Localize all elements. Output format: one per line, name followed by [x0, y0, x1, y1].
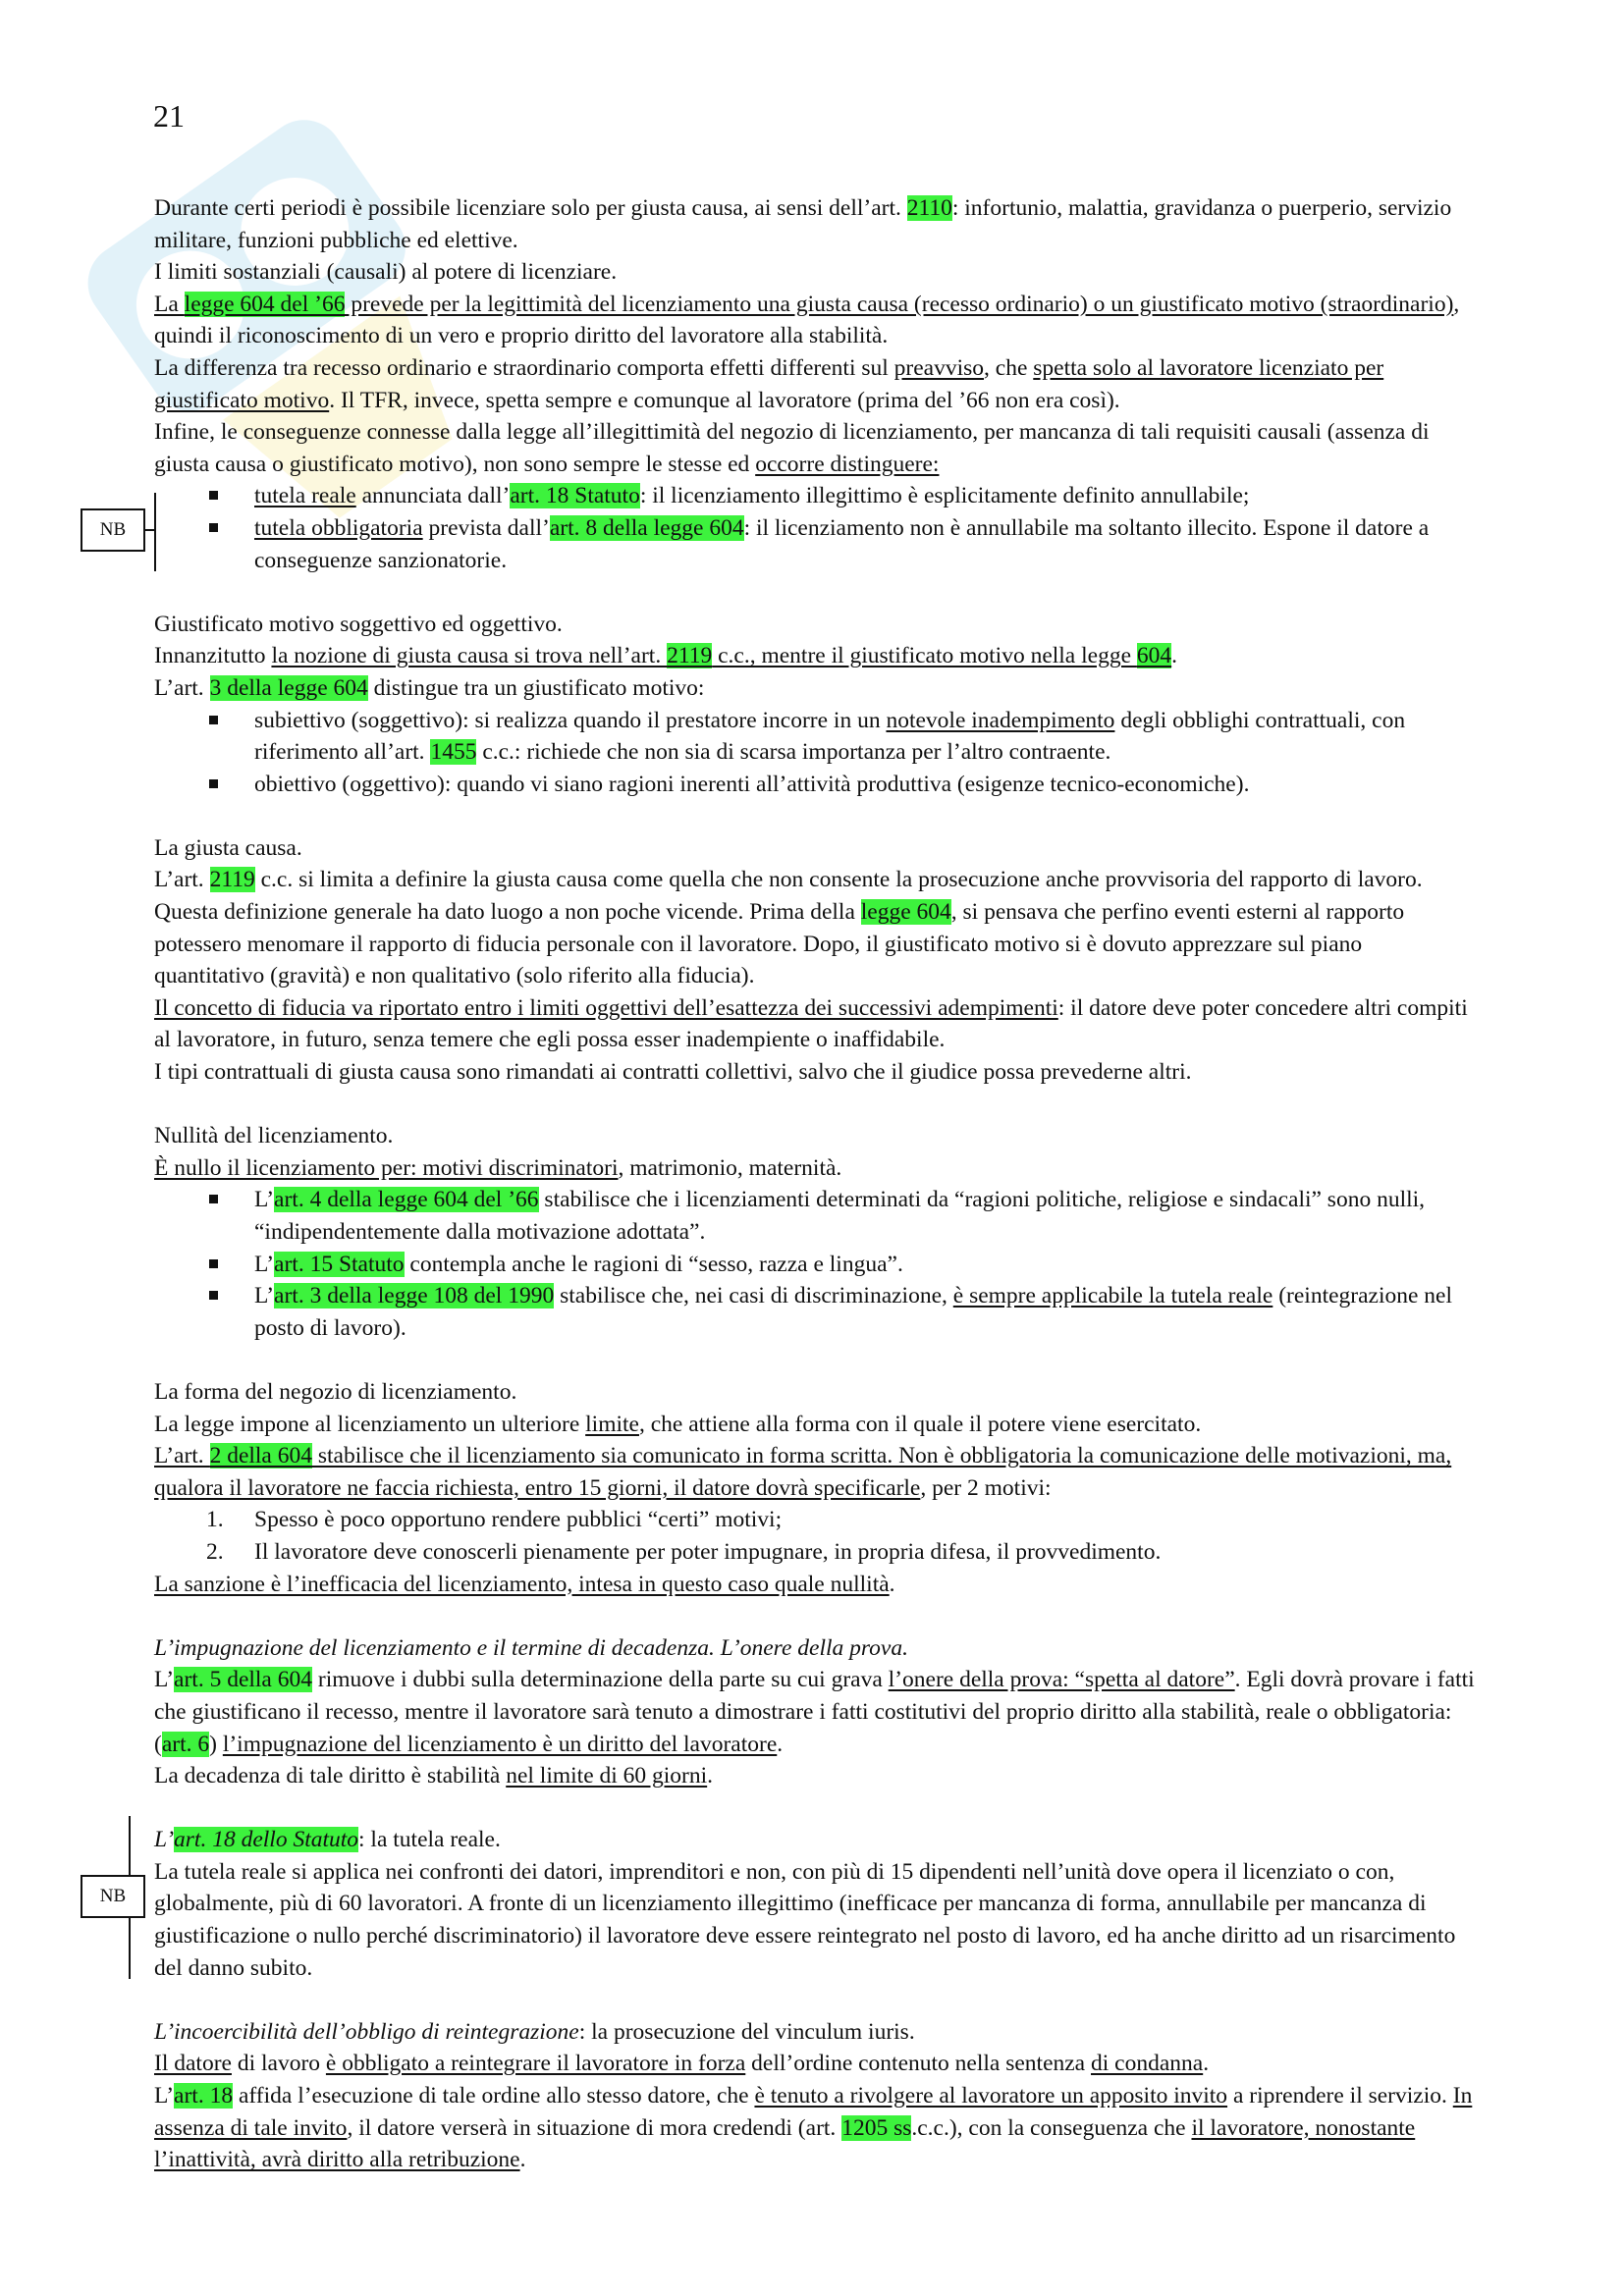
highlight: art. 6 — [161, 1731, 210, 1757]
list-item: tutela reale annunciata dall’art. 18 Statuto: il licenziamento illegittimo è esplicitamente definito annullabile; — [154, 480, 1475, 512]
section-title: Nullità del licenziamento. — [154, 1123, 394, 1149]
paragraph: L’art. 2119 c.c. si limita a definire la giusta causa come quella che non consente la prosecuzione anche provvisoria del rapporto di lavoro. Questa definizione generale ha dato luogo a non poche vicende. Prima della legge 604, si pensava che perfino eventi esterni al rapporto potessero menomare il rapporto di fiducia personale con il lavoratore. Dopo, il giustificato motivo si è dovuto apprezzare sul piano quantitativo (gravità) e non qualitativo (solo riferito alla fiducia). — [154, 867, 1423, 989]
document-body — [154, 192, 1475, 2176]
paragraph: La differenza tra recesso ordinario e straordinario comporta effetti differenti sul preavviso, che spetta solo al lavoratore licenziato per giustificato motivo. Il TFR, invece, spetta sempre e comunque al lavoratore (prima del ’66 non era così). — [154, 354, 1384, 413]
paragraph: L’art. 2 della 604 stabilisce che il licenziamento sia comunicato in forma scritta. Non è obbligatoria la comunicazione delle motivazioni, ma, qualora il lavoratore ne faccia richiesta, entro 15 giorni, il datore dovrà specificarle, per 2 motivi: — [154, 1443, 1452, 1501]
bullet-list — [154, 705, 1475, 801]
paragraph: Innanzitutto la nozione di giusta causa si trova nell’art. 2119 c.c., mentre il giustificato motivo nella legge 604. — [154, 643, 1178, 669]
paragraph: Il concetto di fiducia va riportato entro i limiti oggettivi dell’esattezza dei successivi adempimenti: il datore deve poter concedere altri compiti al lavoratore, in futuro, senza temere che egli possa esser inadempiente o inaffidabile. — [154, 994, 1468, 1053]
highlight: art. 3 della legge 108 del 1990 — [274, 1283, 555, 1309]
highlight: art. 18 dello Statuto — [174, 1827, 359, 1853]
section-title: L’art. 18 dello Statuto: la tutela reale. — [154, 1827, 501, 1853]
highlight: 3 della legge 604 — [209, 674, 368, 701]
list-item: tutela obbligatoria prevista dall’art. 8 della legge 604: il licenziamento non è annullabile ma soltanto illecito. Espone il datore a conseguenze sanzionatorie. — [154, 512, 1475, 576]
section-title: L’incoercibilità dell’obbligo di reintegrazione: la prosecuzione del vinculum iuris. — [154, 2018, 915, 2045]
list-item: L’art. 3 della legge 108 del 1990 stabilisce che, nei casi di discriminazione, è sempre applicabile la tutela reale (reintegrazione nel posto di lavoro). — [154, 1280, 1475, 1344]
nb-marker-1: NB — [81, 508, 145, 552]
highlight: art. 15 Statuto — [274, 1251, 405, 1277]
highlight: art. 4 della legge 604 del ’66 — [274, 1187, 539, 1213]
highlight: legge 604 del ’66 — [184, 291, 346, 317]
paragraph: Il datore di lavoro è obbligato a reintegrare il lavoratore in forza dell’ordine contenuto nella sentenza di condanna. — [154, 2051, 1210, 2077]
paragraph: È nullo il licenziamento per: motivi discriminatori, matrimonio, maternità. — [154, 1154, 842, 1181]
section-title: Giustificato motivo soggettivo ed oggettivo. — [154, 611, 563, 637]
highlight: 2119 — [667, 643, 713, 669]
paragraph: La sanzione è l’inefficacia del licenziamento, intesa in questo caso quale nullità. — [154, 1571, 895, 1597]
highlight: legge 604 — [860, 899, 951, 926]
highlight: art. 18 Statuto — [510, 483, 640, 509]
paragraph: La tutela reale si applica nei confronti dei datori, imprenditori e non, con più di 15 dipendenti nell’unità dove opera il licenziato o con, globalmente, più di 60 lavoratori. A fronte di un licenziamento illegittimo (inefficace per mancanza di forma, annullabile per mancanza di giustificazione o nullo perché discriminatorio) il lavoratore deve essere reintegrato nel posto di lavoro, ed ha anche diritto ad un risarcimento del danno subito. — [154, 1858, 1456, 1981]
paragraph: La legge 604 del ’66 prevede per la legittimità del licenziamento una giusta causa (recesso ordinario) o un giustificato motivo (straordinario), quindi il riconoscimento di un vero e proprio diritto del lavoratore alla stabilità. — [154, 291, 1460, 349]
list-item: L’art. 15 Statuto contempla anche le ragioni di “sesso, razza e lingua”. — [154, 1249, 1475, 1281]
paragraph: Durante certi periodi è possibile licenziare solo per giusta causa, ai sensi dell’art. 2110: infortunio, malattia, gravidanza o puerperio, servizio militare, funzioni pubbliche ed elettive. — [154, 195, 1452, 253]
highlight: 2 della 604 — [209, 1443, 312, 1469]
page-number: 21 — [153, 98, 185, 133]
paragraph: L’art. 5 della 604 rimuove i dubbi sulla determinazione della parte su cui grava l’onere della prova: “spetta al datore”. Egli dovrà provare i fatti che giustificano il recesso, mentre il lavoratore sarà tenuto a dimostrare i fatti costitutivi del proprio diritto alla stabilità, reale o obbligatoria: (art. 6) l’impugnazione del licenziamento è un diritto del lavoratore. — [154, 1667, 1475, 1757]
list-item: obiettivo (oggettivo): quando vi siano ragioni inerenti all’attività produttiva (esigenze tecnico-economiche). — [154, 769, 1475, 801]
numbered-list — [154, 1504, 1475, 1568]
paragraph: L’art. 18 affida l’esecuzione di tale ordine allo stesso datore, che è tenuto a rivolgere al lavoratore un apposito invito a riprendere il servizio. In assenza di tale invito, il datore verserà in situazione di mora credendi (art. 1205 ss.c.c.), con la conseguenza che il lavoratore, nonostante l’inattività, avrà diritto alla retribuzione. — [154, 2083, 1473, 2173]
list-item: 1. Spesso è poco opportuno rendere pubblici “certi” motivi; — [206, 1507, 783, 1533]
nb-marker-2: NB — [81, 1875, 145, 1918]
list-item: 2. Il lavoratore deve conoscerli pienamente per poter impugnare, in propria difesa, il provvedimento. — [206, 1538, 1162, 1565]
highlight: art. 18 — [174, 2083, 234, 2109]
paragraph: La decadenza di tale diritto è stabilità nel limite di 60 giorni. — [154, 1763, 714, 1789]
highlight: 604 — [1136, 643, 1172, 669]
bullet-list — [154, 1184, 1475, 1344]
paragraph: I limiti sostanziali (causali) al potere di licenziare. — [154, 259, 618, 286]
section-title: L’impugnazione del licenziamento e il termine di decadenza. L’onere della prova. — [154, 1634, 908, 1661]
highlight: 1455 — [430, 739, 477, 766]
highlight: 2110 — [906, 195, 952, 221]
list-item: subiettivo (soggettivo): si realizza quando il prestatore incorre in un notevole inadempimento degli obblighi contrattuali, con riferimento all’art. 1455 c.c.: richiede che non sia di scarsa importanza per l’altro contraente. — [154, 705, 1475, 769]
highlight: art. 8 della legge 604 — [549, 514, 744, 541]
list-item: L’art. 4 della legge 604 del ’66 stabilisce che i licenziamenti determinati da “ragioni politiche, religiose e sindacali” sono nulli, “indipendentemente dalla motivazione adottata”. — [154, 1184, 1475, 1248]
paragraph: I tipi contrattuali di giusta causa sono rimandati ai contratti collettivi, salvo che il giudice possa prevederne altri. — [154, 1059, 1192, 1086]
highlight: 2119 — [209, 867, 255, 893]
bullet-list — [154, 480, 1475, 576]
highlight: 1205 ss — [841, 2114, 912, 2141]
paragraph: L’art. 3 della legge 604 distingue tra un giustificato motivo: — [154, 674, 705, 701]
paragraph: La legge impone al licenziamento un ulteriore limite, che attiene alla forma con il quale il potere viene esercitato. — [154, 1411, 1202, 1437]
paragraph: Infine, le conseguenze connesse dalla legge all’illegittimità del negozio di licenziamento, per mancanza di tali requisiti causali (assenza di giusta causa o giustificato motivo), non sono sempre le stesse ed occorre distinguere: — [154, 419, 1430, 477]
section-title: La giusta causa. — [154, 834, 302, 861]
section-title: La forma del negozio di licenziamento. — [154, 1378, 517, 1405]
highlight: art. 5 della 604 — [174, 1667, 312, 1693]
